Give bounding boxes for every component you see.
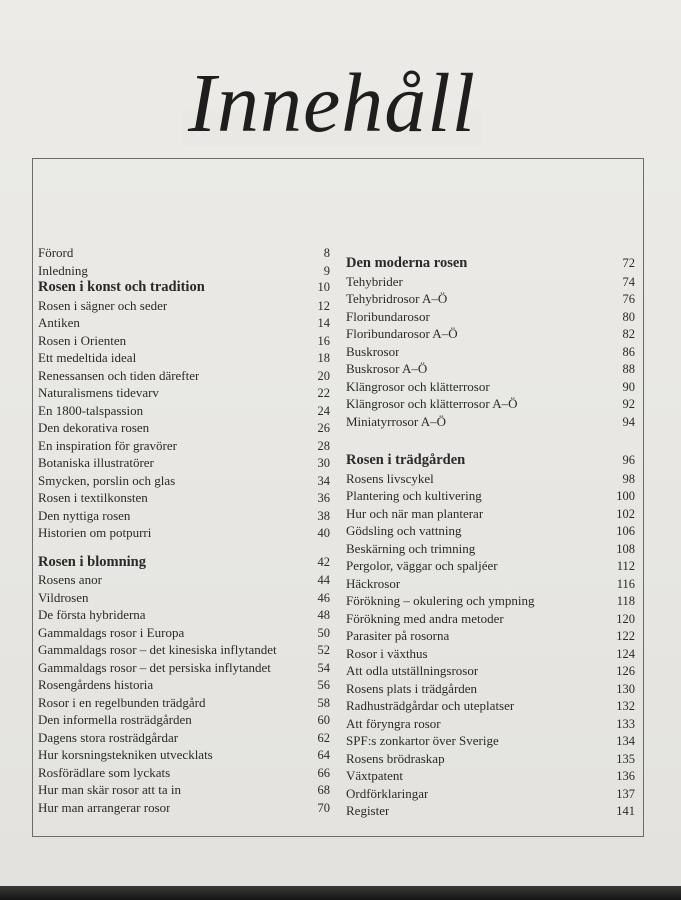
toc-entry — [346, 325, 635, 343]
toc-entry-label: Rosen i konst och tradition — [38, 279, 205, 295]
toc-entry — [38, 454, 330, 472]
toc-entry — [346, 750, 635, 768]
toc-entry-label: Beskärning och trimning — [346, 540, 476, 556]
toc-entry — [346, 470, 635, 488]
toc-page-number: 116 — [616, 576, 635, 591]
toc-entry-label: Gammaldags rosor – det persiska inflytandet — [38, 659, 271, 675]
toc-page-number: 40 — [317, 526, 330, 540]
toc-entry — [38, 524, 330, 542]
toc-entry — [346, 627, 635, 645]
toc-entry — [346, 732, 635, 750]
toc-entry-label: Rosen i blomning — [38, 553, 146, 570]
toc-entry-label: Att föryngra rosor — [346, 715, 441, 731]
toc-entry — [38, 507, 330, 525]
toc-page-number: 42 — [317, 554, 330, 569]
toc-page-number: 9 — [323, 263, 330, 278]
toc-entry-label: Rosor i en regelbunden trädgård — [38, 694, 206, 710]
toc-page-number: 102 — [616, 506, 635, 521]
toc-entry-label: Hur man arrangerar rosor — [38, 799, 171, 815]
toc-page-number: 126 — [616, 664, 635, 678]
toc-page-number: 74 — [622, 274, 635, 289]
toc-entry-label: Rosens plats i trädgården — [346, 680, 478, 696]
page-bottom-edge — [0, 886, 681, 900]
toc-section-heading — [38, 554, 330, 572]
toc-entry-label: Renessansen och tiden därefter — [38, 367, 200, 383]
toc-entry-label: Naturalismens tidevarv — [38, 385, 159, 400]
toc-page-number: 124 — [616, 646, 635, 661]
toc-entry-label: En 1800-talspassion — [38, 402, 144, 418]
toc-entry-label: Förökning – okulering och ympning — [346, 593, 535, 608]
toc-page-number: 80 — [622, 309, 635, 324]
section-spacer — [346, 430, 635, 452]
toc-page-number: 64 — [317, 748, 330, 762]
toc-entry — [38, 384, 330, 402]
toc-page-number: 66 — [317, 765, 330, 780]
toc-entry — [38, 729, 330, 747]
toc-entry-label: Tehybrider — [346, 273, 403, 289]
toc-page-number: 12 — [317, 298, 330, 313]
toc-page-number: 135 — [616, 751, 635, 766]
toc-entry-label: Den moderna rosen — [346, 255, 468, 271]
toc-entry — [38, 589, 330, 607]
toc-entry — [38, 641, 330, 659]
toc-page-number: 136 — [616, 769, 635, 783]
toc-entry — [346, 487, 635, 505]
toc-entry — [38, 297, 330, 315]
toc-page-number: 86 — [622, 344, 635, 359]
toc-entry-label: Gammaldags rosor – det kinesiska inflytandet — [38, 642, 277, 657]
toc-page-number: 18 — [317, 351, 330, 365]
toc-entry — [38, 781, 330, 799]
toc-entry-label: Dagens stora rosträdgårdar — [38, 729, 179, 745]
toc-page-number: 130 — [616, 681, 635, 696]
toc-entry-label: Rosens livscykel — [346, 470, 434, 486]
toc-page-number: 108 — [616, 541, 635, 556]
toc-entry — [38, 332, 330, 350]
toc-entry — [38, 624, 330, 642]
toc-entry — [38, 606, 330, 624]
toc-page-number: 10 — [317, 280, 330, 294]
toc-entry — [346, 697, 635, 715]
toc-entry-label: De första hybriderna — [38, 607, 146, 622]
toc-page-number: 112 — [616, 559, 635, 573]
toc-page-number: 92 — [622, 397, 635, 411]
toc-entry-label: Rosen i trädgården — [346, 452, 466, 468]
toc-page-number: 8 — [323, 246, 330, 260]
toc-page-number: 141 — [616, 804, 635, 818]
toc-entry-label: Den nyttiga rosen — [38, 507, 131, 523]
toc-entry — [346, 290, 635, 308]
toc-entry — [38, 676, 330, 694]
toc-page-number: 50 — [317, 625, 330, 640]
toc-entry — [346, 522, 635, 540]
toc-page-number: 122 — [616, 629, 635, 643]
toc-entry-label: Pergolor, väggar och spaljéer — [346, 558, 498, 573]
toc-page-number: 94 — [622, 414, 635, 429]
toc-entry — [346, 343, 635, 361]
toc-entry — [346, 395, 635, 413]
toc-entry-label: Häckrosor — [346, 575, 401, 591]
toc-page-number: 72 — [622, 256, 635, 270]
toc-entry-label: Ordförklaringar — [346, 785, 429, 801]
toc-entry — [38, 437, 330, 455]
toc-entry — [346, 680, 635, 698]
toc-entry — [38, 419, 330, 437]
toc-entry — [346, 785, 635, 803]
toc-entry-label: Gammaldags rosor i Europa — [38, 624, 185, 640]
toc-entry — [38, 711, 330, 729]
toc-entry — [346, 540, 635, 558]
toc-entry-label: Buskrosor A–Ö — [346, 361, 428, 376]
toc-entry — [346, 505, 635, 523]
toc-page-number: 54 — [317, 660, 330, 675]
toc-entry-label: Gödsling och vattning — [346, 523, 462, 538]
toc-section-heading — [38, 279, 330, 297]
toc-entry-label: SPF:s zonkartor över Sverige — [346, 733, 499, 748]
toc-entry-label: Klängrosor och klätterrosor — [346, 378, 490, 394]
toc-entry — [38, 764, 330, 782]
toc-page-number: 20 — [317, 368, 330, 383]
page-title: Innehåll — [182, 62, 482, 146]
toc-entry-label: Ett medeltida ideal — [38, 350, 137, 365]
toc-page-number: 52 — [317, 643, 330, 657]
toc-entry-label: Rosen i sägner och seder — [38, 297, 168, 313]
toc-page-number: 56 — [317, 678, 330, 692]
toc-entry — [346, 378, 635, 396]
toc-entry-label: Buskrosor — [346, 343, 400, 359]
toc-page-number: 44 — [317, 573, 330, 587]
toc-entry — [346, 592, 635, 610]
toc-entry — [38, 349, 330, 367]
toc-entry — [346, 273, 635, 291]
toc-page-number: 68 — [317, 783, 330, 797]
toc-page-number: 96 — [622, 453, 635, 467]
toc-page-number: 118 — [616, 594, 635, 608]
toc-entry-label: Förökning med andra metoder — [346, 610, 504, 626]
toc-section-heading — [346, 255, 635, 273]
toc-entry — [38, 659, 330, 677]
toc-entry — [346, 610, 635, 628]
toc-entry-label: Plantering och kultivering — [346, 488, 482, 503]
toc-entry — [346, 413, 635, 431]
toc-entry-label: Rosengårdens historia — [38, 677, 154, 692]
toc-entry — [346, 575, 635, 593]
toc-entry-label: Rosförädlare som lyckats — [38, 764, 171, 780]
toc-page-number: 76 — [622, 292, 635, 306]
toc-page-number: 30 — [317, 456, 330, 470]
toc-entry — [346, 767, 635, 785]
toc-entry-label: Botaniska illustratörer — [38, 455, 154, 470]
toc-page-number: 48 — [317, 608, 330, 622]
toc-entry — [346, 557, 635, 575]
toc-page-number: 34 — [317, 473, 330, 488]
toc-page-number: 16 — [317, 333, 330, 348]
toc-page-number: 106 — [616, 524, 635, 538]
toc-page-number: 60 — [317, 713, 330, 727]
toc-entry-label: Hur man skär rosor att ta in — [38, 782, 181, 797]
toc-entry — [346, 308, 635, 326]
toc-entry-label: Tehybridrosor A–Ö — [346, 291, 448, 306]
toc-entry — [38, 262, 330, 280]
toc-section-heading — [346, 452, 635, 470]
toc-page-number: 82 — [622, 327, 635, 341]
toc-entry — [38, 472, 330, 490]
toc-entry-label: Hur och när man planterar — [346, 505, 484, 521]
toc-page-number: 137 — [616, 786, 635, 801]
toc-entry-label: Den dekorativa rosen — [38, 420, 150, 435]
toc-page-number: 26 — [317, 421, 330, 435]
toc-entry-label: Inledning — [38, 262, 88, 278]
toc-entry-label: Radhusträdgårdar och uteplatser — [346, 698, 515, 713]
toc-entry — [38, 694, 330, 712]
toc-page-number: 62 — [317, 730, 330, 745]
toc-page-number: 58 — [317, 695, 330, 710]
toc-entry-label: Register — [346, 803, 390, 818]
toc-entry — [38, 746, 330, 764]
toc-entry — [38, 489, 330, 507]
toc-entry-label: Rosen i textilkonsten — [38, 490, 148, 505]
toc-entry — [346, 662, 635, 680]
toc-page-number: 70 — [317, 800, 330, 815]
toc-entry-label: Rosens brödraskap — [346, 750, 445, 766]
contents-right-column — [346, 255, 635, 820]
toc-entry-label: Förord — [38, 245, 74, 260]
toc-page-number: 98 — [622, 471, 635, 486]
toc-page-number: 100 — [616, 489, 635, 503]
toc-entry-label: Historien om potpurri — [38, 525, 152, 540]
toc-entry-label: Parasiter på rosorna — [346, 628, 450, 643]
toc-entry-label: Hur korsningstekniken utvecklats — [38, 747, 213, 762]
toc-entry — [346, 645, 635, 663]
toc-entry-label: Klängrosor och klätterrosor A–Ö — [346, 396, 518, 411]
toc-entry — [38, 244, 330, 262]
toc-entry — [346, 802, 635, 820]
toc-entry-label: Rosen i Orienten — [38, 332, 127, 348]
toc-entry-label: Floribundarosor — [346, 308, 430, 324]
toc-entry-label: Rosor i växthus — [346, 645, 428, 661]
toc-entry — [346, 360, 635, 378]
toc-page-number: 134 — [616, 734, 635, 748]
toc-entry-label: En inspiration för gravörer — [38, 437, 177, 453]
contents-left-column — [38, 244, 330, 816]
toc-entry-label: Vildrosen — [38, 589, 89, 605]
toc-page-number: 120 — [616, 611, 635, 626]
toc-page-number: 90 — [622, 379, 635, 394]
toc-entry — [38, 314, 330, 332]
toc-entry-label: Smycken, porslin och glas — [38, 472, 176, 488]
toc-entry-label: Att odla utställningsrosor — [346, 663, 479, 678]
toc-page-number: 36 — [317, 491, 330, 505]
toc-entry — [346, 715, 635, 733]
toc-entry — [38, 367, 330, 385]
toc-entry-label: Den informella rosträdgården — [38, 712, 192, 727]
toc-page-number: 28 — [317, 438, 330, 453]
section-spacer — [38, 542, 330, 554]
toc-entry — [38, 571, 330, 589]
toc-page-number: 14 — [317, 316, 330, 330]
toc-page-number: 88 — [622, 362, 635, 376]
toc-page-number: 22 — [317, 386, 330, 400]
toc-entry-label: Rosens anor — [38, 572, 102, 587]
toc-page-number: 46 — [317, 590, 330, 605]
toc-entry — [38, 402, 330, 420]
toc-entry-label: Antiken — [38, 315, 80, 330]
toc-page-number: 132 — [616, 699, 635, 713]
toc-entry-label: Miniatyrrosor A–Ö — [346, 413, 447, 429]
toc-page-number: 24 — [317, 403, 330, 418]
toc-entry-label: Floribundarosor A–Ö — [346, 326, 458, 341]
toc-page-number: 133 — [616, 716, 635, 731]
toc-page-number: 38 — [317, 508, 330, 523]
toc-entry — [38, 799, 330, 817]
toc-entry-label: Växtpatent — [346, 768, 404, 783]
